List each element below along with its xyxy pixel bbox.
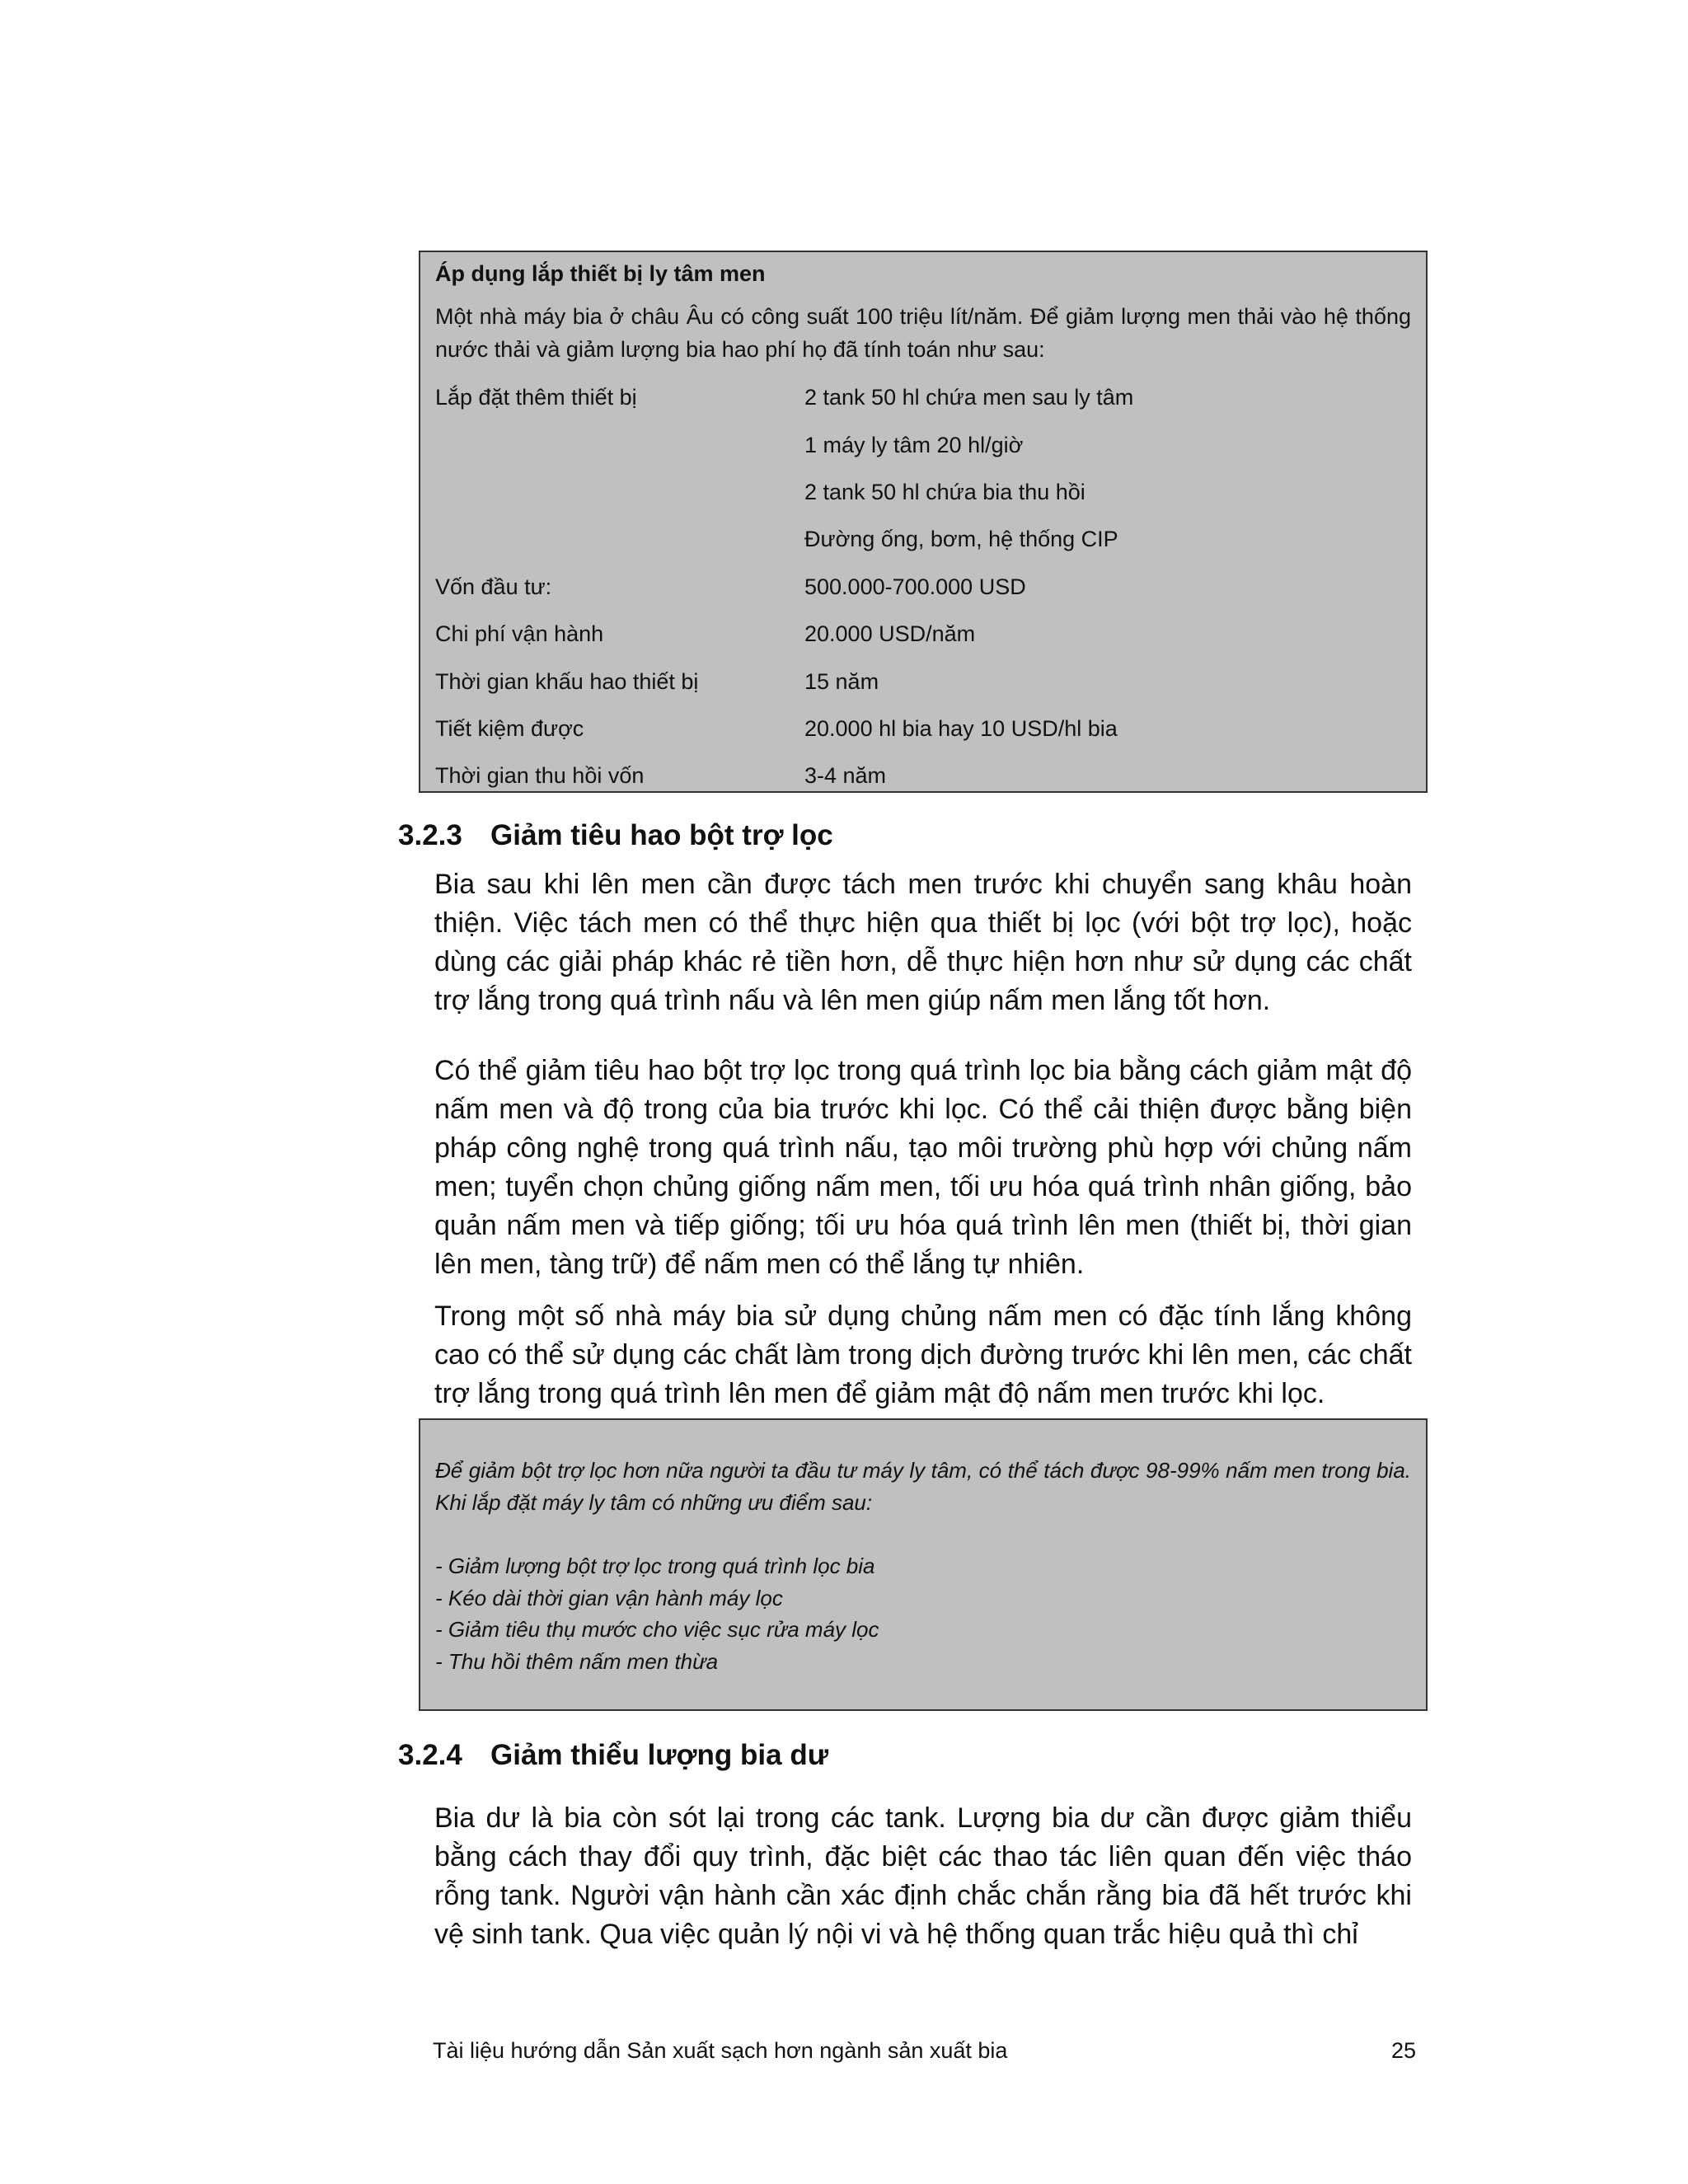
row-value: 2 tank 50 hl chứa men sau ly tâm	[804, 385, 1134, 410]
row-value: 20.000 hl bia hay 10 USD/hl bia	[804, 715, 1118, 741]
case-study-table	[435, 374, 1411, 800]
table-row	[435, 516, 1411, 563]
section-number: 3.2.3	[398, 819, 462, 851]
note-intro: Để giảm bột trợ lọc hơn nữa người ta đầu tư máy ly tâm, có thể tách được 98-99% nấm men trong bia. Khi lắp đặt máy ly tâm có những ưu điểm sau:	[435, 1458, 1411, 1515]
row-value: Đường ống, bơm, hệ thống CIP	[804, 527, 1118, 552]
paragraph: Bia sau khi lên men cần được tách men trước khi chuyển sang khâu hoàn thiện. Việc tách men có thể thực hiện qua thiết bị lọc (với bột trợ lọc), hoặc dùng các giải pháp khác rẻ tiền hơn, dễ thực hiện hơn như sử dụng các chất trợ lắng trong quá trình nấu và lên men giúp nấm men lắng tốt hơn.	[434, 869, 1412, 1016]
row-label: Lắp đặt thêm thiết bị	[435, 385, 637, 410]
table-row	[435, 469, 1411, 516]
paragraph: Có thể giảm tiêu hao bột trợ lọc trong quá trình lọc bia bằng cách giảm mật độ nấm men và độ trong của bia trước khi lọc. Có thể cải thiện được bằng biện pháp công nghệ trong quá trình nấu, tạo môi trường phù hợp với chủng nấm men; tuyển chọn chủng giống nấm men, tối ưu hóa quá trình nhân giống, bảo quản nấm men và tiếp giống; tối ưu hóa quá trình lên men (thiết bị, thời gian lên men, tàng trữ) để nấm men có thể lắng tự nhiên.	[434, 1055, 1412, 1280]
section-number: 3.2.4	[398, 1739, 462, 1771]
table-row	[435, 374, 1411, 421]
page-number: 25	[1391, 2038, 1417, 2063]
list-item: - Giảm lượng bột trợ lọc trong quá trình lọc bia	[435, 1554, 875, 1578]
note-box-centrifuge-benefits	[419, 1418, 1428, 1711]
table-row	[435, 705, 1411, 752]
section-title: Giảm tiêu hao bột trợ lọc	[490, 819, 833, 851]
row-value: 500.000-700.000 USD	[804, 574, 1026, 599]
table-row	[435, 611, 1411, 658]
paragraph: Bia dư là bia còn sót lại trong các tank. Lượng bia dư cần được giảm thiểu bằng cách thay đổi quy trình, đặc biệt các thao tác liên quan đến việc tháo rỗng tank. Người vận hành cần xác định chắc chắn rằng bia đã hết trước khi vệ sinh tank. Qua việc quản lý nội vi và hệ thống quan trắc hiệu quả thì chỉ	[434, 1802, 1412, 1950]
list-item: - Thu hồi thêm nấm men thừa	[435, 1648, 719, 1674]
row-value: 15 năm	[804, 668, 879, 694]
case-study-title: Áp dụng lắp thiết bị ly tâm men	[435, 261, 766, 286]
section-heading-3-2-3	[398, 818, 833, 854]
table-row	[435, 421, 1411, 468]
case-study-box-centrifuge	[419, 251, 1428, 793]
list-item: - Kéo dài thời gian vận hành máy lọc	[435, 1585, 783, 1610]
paragraph: Trong một số nhà máy bia sử dụng chủng nấm men có đặc tính lắng không cao có thể sử dụng các chất làm trong dịch đường trước khi lên men, các chất trợ lắng trong quá trình lên men để giảm mật độ nấm men trước khi lọc.	[434, 1301, 1412, 1409]
table-row	[435, 658, 1411, 705]
row-value: 20.000 USD/năm	[804, 621, 976, 647]
row-value: 1 máy ly tâm 20 hl/giờ	[804, 432, 1024, 457]
row-label: Tiết kiệm được	[435, 715, 584, 741]
row-label: Thời gian khấu hao thiết bị	[435, 668, 699, 694]
footer-document-title: Tài liệu hướng dẫn Sản xuất sạch hơn ngành sản xuất bia	[433, 2038, 1008, 2063]
row-label: Thời gian thu hồi vốn	[435, 763, 645, 789]
row-value: 2 tank 50 hl chứa bia thu hồi	[804, 479, 1085, 504]
case-study-intro: Một nhà máy bia ở châu Âu có công suất 100 triệu lít/năm. Để giảm lượng men thải vào hệ thống nước thải và giảm lượng bia hao phí họ đã tính toán như sau:	[435, 304, 1411, 362]
row-value: 3-4 năm	[804, 763, 887, 789]
list-item: - Giảm tiêu thụ mước cho việc sục rửa máy lọc	[435, 1617, 879, 1642]
row-label: Chi phí vận hành	[435, 621, 604, 647]
table-row	[435, 752, 1411, 799]
section-title: Giảm thiểu lượng bia dư	[490, 1739, 829, 1771]
table-row	[435, 564, 1411, 611]
row-label: Vốn đầu tư:	[435, 574, 552, 599]
benefits-list	[435, 1550, 1411, 1677]
section-heading-3-2-4	[398, 1737, 828, 1774]
